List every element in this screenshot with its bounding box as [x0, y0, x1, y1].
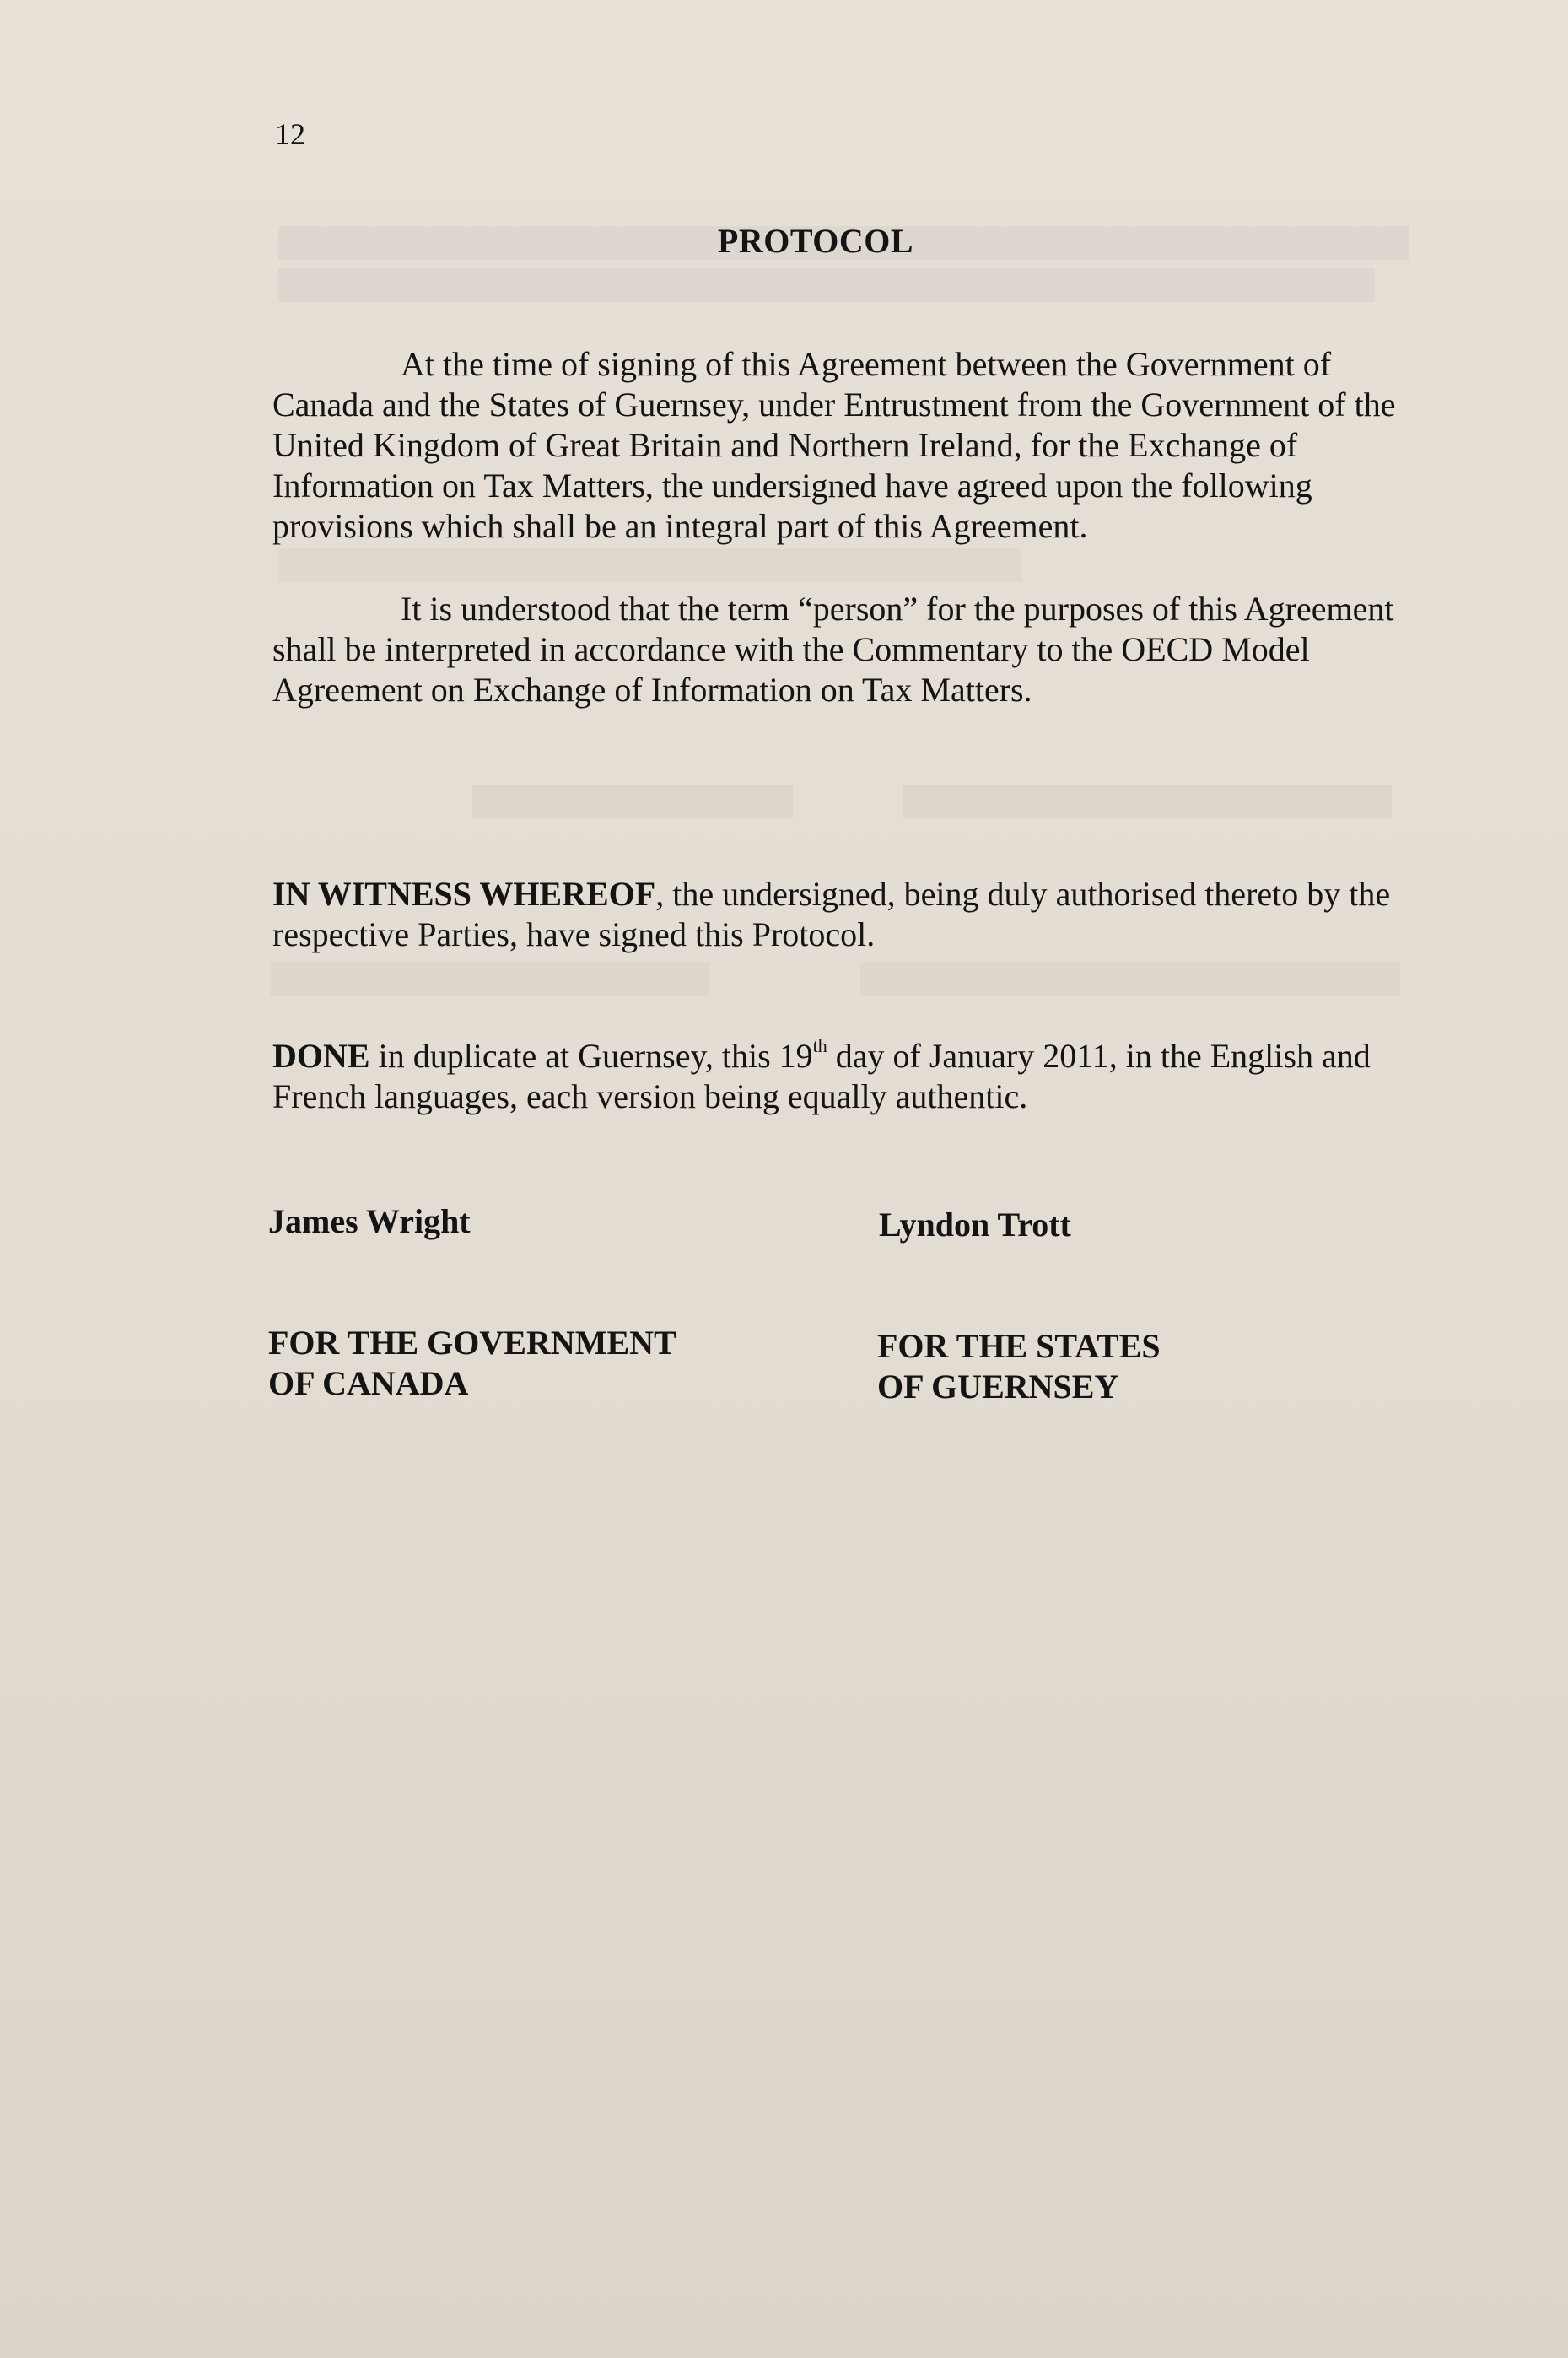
bleed-through-mark — [270, 962, 709, 996]
person-definition-paragraph: It is understood that the term “person” for the purposes of this Agreement shall be interpreted in accordance with the Commentary to the OECD Model Agreement on Exchange of Information on Tax Matters. — [272, 590, 1394, 709]
done-paragraph — [272, 1036, 1403, 1117]
done-text-after: day of January 2011, in the English and French languages, each version being equally authentic. — [272, 1037, 1371, 1115]
signatory-block-right — [877, 1326, 1161, 1407]
witness-lead: IN WITNESS WHEREOF — [272, 875, 656, 913]
bleed-through-mark — [278, 268, 1375, 302]
signatory-name-left: James Wright — [268, 1202, 471, 1240]
bleed-through-mark — [278, 548, 1021, 582]
signatory-right-line2: OF GUERNSEY — [877, 1368, 1119, 1406]
bleed-through-mark — [903, 785, 1392, 818]
done-lead: DONE — [272, 1037, 370, 1075]
signatory-block-left — [268, 1323, 676, 1404]
witness-paragraph — [272, 874, 1403, 955]
page-title: PROTOCOL — [717, 222, 914, 260]
signatory-right-line1: FOR THE STATES — [877, 1327, 1161, 1365]
intro-paragraph: At the time of signing of this Agreement between the Government of Canada and the States of Guernsey, under Entrustment from the Government of the United Kingdom of Great Britain and Northern Ireland, for the Exchange of Information on Tax Matters, the undersigned have agreed upon the following provisions which shall be an integral part of this Agreement. — [272, 345, 1396, 545]
page-number: 12 — [275, 117, 305, 151]
signatory-left-line2: OF CANADA — [268, 1364, 469, 1402]
signatory-left-line1: FOR THE GOVERNMENT — [268, 1324, 676, 1362]
done-superscript: th — [812, 1035, 827, 1056]
bleed-through-mark — [860, 962, 1400, 996]
bleed-through-mark — [472, 785, 793, 818]
signatory-name-right: Lyndon Trott — [879, 1206, 1071, 1244]
witness-text: , the undersigned, being duly authorised thereto by the respective Parties, have signed this Protocol. — [272, 875, 1391, 953]
done-text-before: in duplicate at Guernsey, this 19 — [369, 1037, 813, 1075]
